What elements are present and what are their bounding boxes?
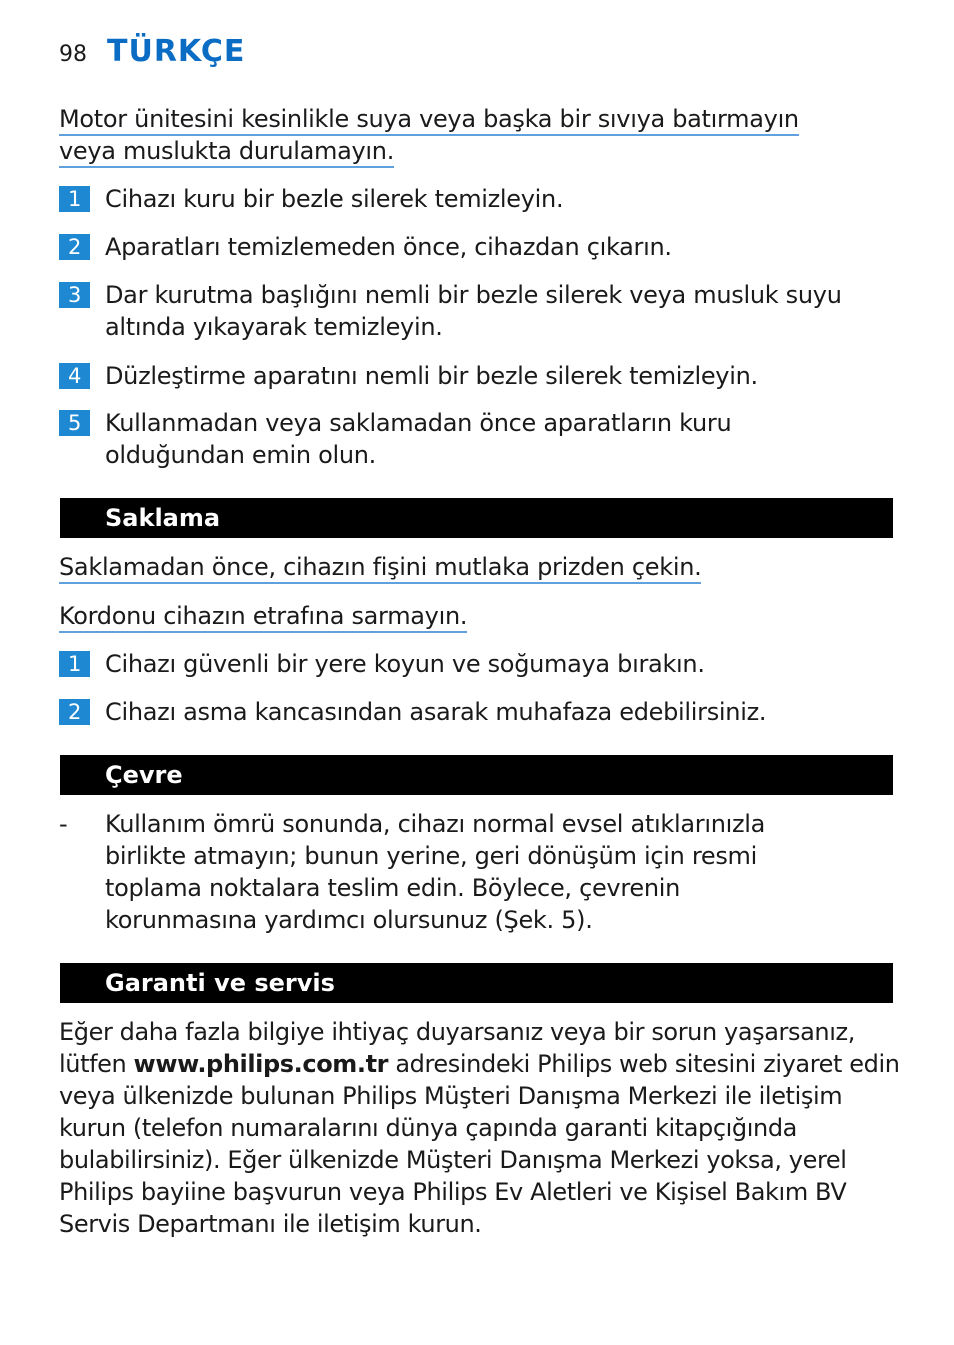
section-heading-warranty: Garanti ve servis: [60, 963, 893, 1003]
cleaning-step: [59, 183, 865, 215]
step-text: Cihazı asma kancasından asarak muhafaza edebilirsiniz.: [105, 698, 767, 726]
website-link[interactable]: www.philips.com.tr: [133, 1050, 389, 1078]
cleaning-step: [59, 279, 865, 343]
cleaning-step: [59, 360, 865, 392]
cleaning-warning: Motor ünitesini kesinlikle suya veya başka bir sıvıya batırmayın veya muslukta durulamayın.: [59, 103, 859, 167]
page-header: [59, 34, 245, 69]
step-text: Kullanmadan veya saklamadan önce aparatların kuru olduğundan emin olun.: [105, 409, 732, 469]
step-number: 3: [59, 282, 90, 308]
step-text: Cihazı güvenli bir yere koyun ve soğumaya bırakın.: [105, 650, 705, 678]
storage-step: [59, 648, 865, 680]
step-text: Cihazı kuru bir bezle silerek temizleyin.: [105, 185, 564, 213]
step-number: 4: [59, 363, 90, 389]
warranty-paragraph: Eğer daha fazla bilgiye ihtiyaç duyarsanız veya bir sorun yaşarsanız, lütfen www.philips.com.tr adresindeki Philips web sitesini ziyaret edin veya ülkenizde bulunan Philips Müşteri Danışma Merkezi ile iletişim kurun (telefon numaralarını dünya çapında garanti kitapçığında bulabilirsiniz). Eğer ülkenizde Müşteri Danışma Merkezi yoksa, yerel Philips bayiine başvurun veya Philips Ev Aletleri ve Kişisel Bakım BV Servis Departmanı ile iletişim kurun.: [59, 1018, 900, 1238]
cleaning-step: [59, 231, 865, 263]
storage-warning: Kordonu cihazın etrafına sarmayın.: [59, 600, 467, 632]
environment-item: [59, 808, 835, 936]
section-heading-environment: Çevre: [60, 755, 893, 795]
storage-warning: Saklamadan önce, cihazın fişini mutlaka prizden çekin.: [59, 551, 701, 583]
step-number: 2: [59, 234, 90, 260]
step-number: 1: [59, 186, 90, 212]
cleaning-step: [59, 407, 865, 471]
step-text: Dar kurutma başlığını nemli bir bezle silerek veya musluk suyu altında yıkayarak temizleyin.: [105, 281, 842, 341]
bullet-dash: -: [59, 810, 68, 838]
step-number: 5: [59, 410, 90, 436]
language-title: TÜRKÇE: [107, 34, 246, 69]
section-heading-storage: Saklama: [60, 498, 893, 538]
step-number: 1: [59, 651, 90, 677]
step-text: Aparatları temizlemeden önce, cihazdan çıkarın.: [105, 233, 672, 261]
storage-step: [59, 696, 865, 728]
page-number: 98: [59, 42, 87, 67]
step-number: 2: [59, 699, 90, 725]
step-text: Düzleştirme aparatını nemli bir bezle silerek temizleyin.: [105, 362, 758, 390]
environment-text: Kullanım ömrü sonunda, cihazı normal evsel atıklarınızla birlikte atmayın; bunun yerine, geri dönüşüm için resmi toplama noktalara teslim edin. Böylece, çevrenin korunmasına yardımcı olursunuz (Şek. 5).: [105, 810, 766, 934]
